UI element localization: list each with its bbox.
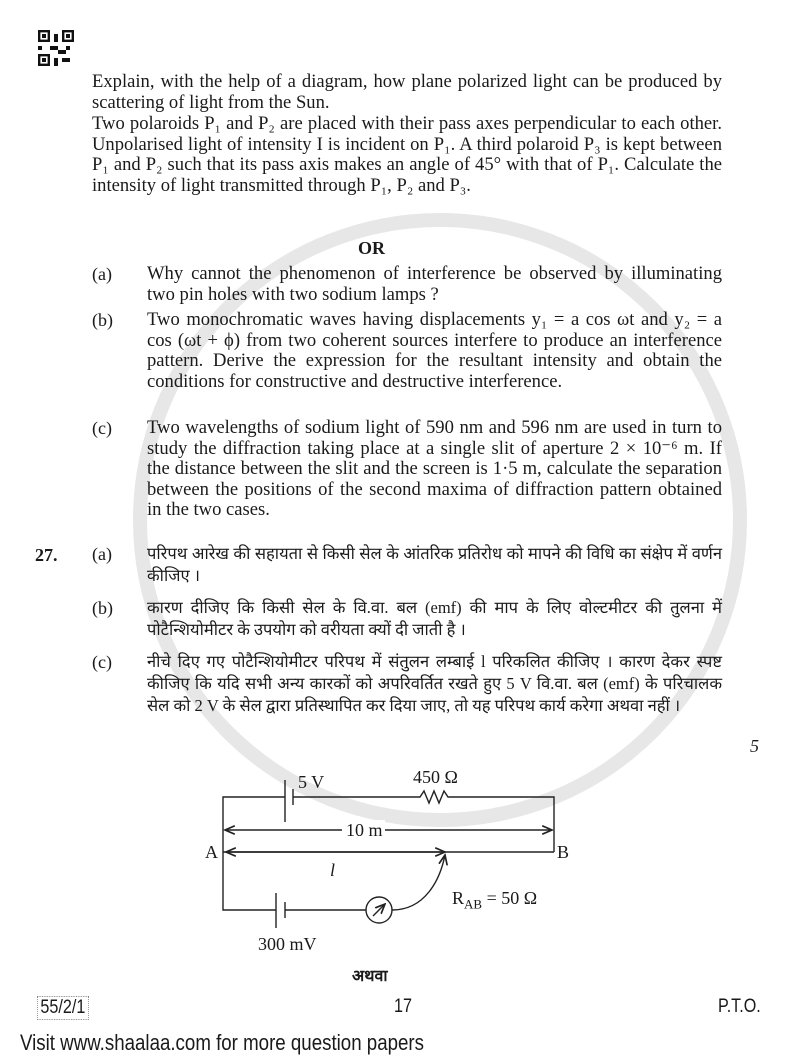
q26-polaroid-paragraph: Two polaroids P₁ and P₂ are placed with their pass axes perpendicular to each other. Unpolarised light of intensity I is incident on P₁. A third polaroid P₃ is kept between P₁ and P₂ such that its pass axis makes an angle of 45° with that of P₁. Calculate the intensity of light transmitted through P₁, P₂ and P₃. xyxy=(92,113,722,196)
driver-loop-wire xyxy=(223,791,554,852)
marks: 5 xyxy=(750,736,759,756)
q26-part-b-text: Two monochromatic waves having displacements y₁ = a cos ωt and y₂ = a cos (ωt + ϕ) from two coherent sources interfere to produce an interference pattern. Derive the expression for the resultant intensity and obtain the conditions for constructive and destructive interference. xyxy=(147,309,722,392)
please-turn-over: P.T.O. xyxy=(718,996,761,1017)
q26-part-a-text: Why cannot the phenomenon of interference be observed by illuminating two pin holes with two sodium lamps ? xyxy=(147,263,722,305)
part-label: (a) xyxy=(92,544,112,564)
test-cell-label: 300 mV xyxy=(258,934,317,954)
shaalaa-link[interactable]: Visit www.shaalaa.com for more question papers xyxy=(20,1030,424,1055)
q27-part-c-text: नीचे दिए गए पोटैन्शियोमीटर परिपथ में संतुलन लम्बाई l परिकलित कीजिए । कारण देकर स्पष्ट कीजिए कि यदि सभी अन्य कारकों को अपरिवर्तित रखते हुए 5 V वि.वा. बल (emf) के परिचालक सेल को 2 V के सेल द्वारा प्रतिस्थापित कर दिया जाए, तो यह परिपथ कार्य करेगा अथवा नहीं । xyxy=(147,652,722,715)
balance-length-label: l xyxy=(330,860,336,880)
q26-part-c-text: Two wavelengths of sodium light of 590 nm and 596 nm are used in turn to study the diffraction taking place at a single slit of aperture 2 × 10⁻⁶ m. If the distance between the slit and the screen is 1·5 m, calculate the separation between the positions of the second maxima of diffraction pattern obtained in the two cases. xyxy=(147,417,722,521)
resistor-label: 450 Ω xyxy=(413,767,458,787)
or-divider: OR xyxy=(358,238,385,258)
q26-explain-paragraph: Explain, with the help of a diagram, how plane polarized light can be produced by scattering of light from the Sun. xyxy=(92,71,722,113)
part-label: (a) xyxy=(92,264,112,284)
part-label: (c) xyxy=(92,418,112,438)
part-label: (b) xyxy=(92,310,113,330)
page-number: 17 xyxy=(394,996,412,1017)
paper-code: 55/2/1 xyxy=(37,996,89,1020)
part-label: (c) xyxy=(92,652,112,672)
wire-length-label: 10 m xyxy=(346,820,383,840)
point-b-label: B xyxy=(557,842,570,862)
test-loop-wire xyxy=(223,852,366,910)
point-a-label: A xyxy=(205,842,218,862)
q27-part-a-text: परिपथ आरेख की सहायता से किसी सेल के आंतरिक प्रतिरोध को मापने की विधि का संक्षेप में वर्णन कीजिए । xyxy=(147,544,722,585)
or-divider-hindi: अथवा xyxy=(352,968,388,985)
resistance-ab-label: $R_{AB} = 50$ Ω xyxy=(452,888,538,912)
jockey-lead xyxy=(392,855,445,910)
driver-cell-label: 5 V xyxy=(298,772,325,792)
q27-part-b-text: कारण दीजिए कि किसी सेल के वि.वा. बल (emf) की माप के लिए वोल्टमीटर की तुलना में पोटैन्शियोमीटर के उपयोग को वरीयता क्यों दी जाती है । xyxy=(147,598,722,639)
part-label: (b) xyxy=(92,598,113,618)
question-number: 27. xyxy=(35,545,58,565)
